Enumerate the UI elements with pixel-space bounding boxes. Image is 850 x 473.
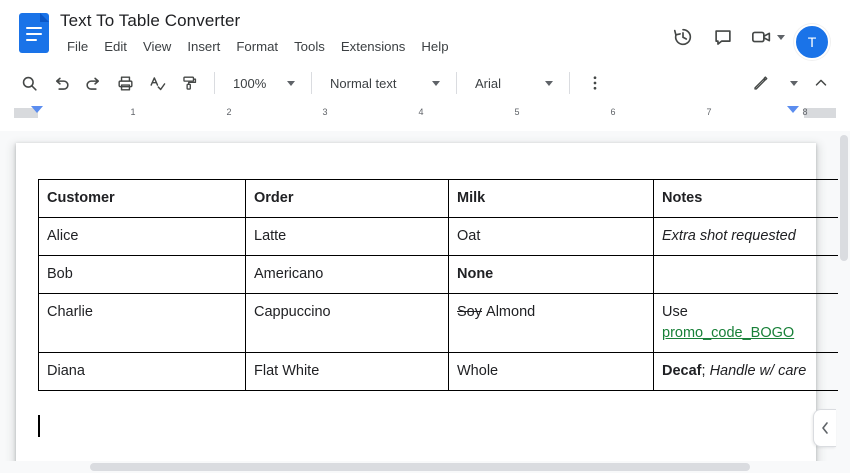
- title-and-menu: [60, 6, 664, 58]
- ruler-right-margin: [804, 108, 836, 118]
- milk-strikethrough-text: Soy: [457, 304, 482, 320]
- menu-tools[interactable]: Tools: [294, 39, 325, 54]
- font-select[interactable]: [467, 68, 559, 98]
- menu-view[interactable]: View: [142, 39, 172, 54]
- ruler-number-5: 5: [514, 107, 520, 117]
- vertical-scrollbar[interactable]: [838, 131, 850, 473]
- notes-separator: ;: [701, 363, 706, 379]
- page-content: [16, 143, 816, 391]
- ruler-number-8: 8: [802, 107, 808, 117]
- cell-customer[interactable]: Diana: [39, 353, 246, 391]
- promo-code-link[interactable]: promo_code_BOGO: [662, 325, 795, 341]
- paint-format-icon[interactable]: [174, 68, 204, 98]
- menu-bar: [60, 36, 664, 58]
- comment-icon[interactable]: [704, 18, 742, 56]
- toolbar-divider-1: [214, 72, 215, 94]
- vertical-scrollbar-thumb[interactable]: [840, 135, 848, 261]
- docs-app-icon[interactable]: [16, 10, 52, 56]
- ruler-number-1: 1: [130, 107, 136, 117]
- table-row[interactable]: [39, 294, 850, 353]
- text-cursor: [38, 415, 40, 437]
- more-options-icon[interactable]: [580, 68, 610, 98]
- print-icon[interactable]: [110, 68, 140, 98]
- cell-milk[interactable]: Oat: [449, 218, 654, 256]
- left-indent-marker[interactable]: [31, 106, 43, 113]
- milk-plain-text: Almond: [486, 304, 536, 320]
- collapse-toolbar-icon[interactable]: [806, 68, 836, 98]
- document-title[interactable]: Text To Table Converter: [60, 11, 241, 30]
- toolbar: [0, 62, 850, 104]
- paragraph-style-select[interactable]: [322, 68, 446, 98]
- font-value: Arial: [475, 75, 502, 91]
- ruler-number-3: 3: [322, 107, 328, 117]
- document-page[interactable]: [16, 143, 816, 473]
- cell-notes[interactable]: [654, 218, 850, 256]
- right-indent-marker[interactable]: [787, 106, 799, 113]
- table-row[interactable]: [39, 218, 850, 256]
- notes-italic-text: Extra shot requested: [662, 228, 796, 244]
- table-header-customer: Customer: [39, 180, 246, 218]
- pencil-icon: [752, 74, 770, 92]
- chevron-down-icon: [777, 35, 785, 40]
- horizontal-scrollbar[interactable]: [0, 461, 838, 473]
- cell-milk[interactable]: Whole: [449, 353, 654, 391]
- notes-bold-text: Decaf: [662, 363, 702, 379]
- menu-edit[interactable]: Edit: [104, 39, 127, 54]
- cell-customer[interactable]: Charlie: [39, 294, 246, 353]
- chevron-down-icon: [545, 81, 553, 86]
- menu-extensions[interactable]: Extensions: [340, 39, 406, 54]
- table-row[interactable]: [39, 256, 850, 294]
- ruler-number-2: 2: [226, 107, 232, 117]
- table-header-notes: Notes: [654, 180, 850, 218]
- cell-milk[interactable]: [449, 294, 654, 353]
- cell-notes[interactable]: [654, 294, 850, 353]
- side-panel-toggle[interactable]: [813, 409, 836, 447]
- chevron-down-icon: [287, 81, 295, 86]
- table-header-milk: Milk: [449, 180, 654, 218]
- table-row[interactable]: [39, 353, 850, 391]
- top-bar: [0, 0, 850, 62]
- cell-order[interactable]: Latte: [246, 218, 449, 256]
- chevron-down-icon: [790, 81, 798, 86]
- cell-order[interactable]: Americano: [246, 256, 449, 294]
- notes-italic-text: Handle w/ care: [709, 363, 807, 379]
- editing-mode-button[interactable]: [746, 68, 804, 98]
- spellcheck-icon[interactable]: [142, 68, 172, 98]
- ruler-number-6: 6: [610, 107, 616, 117]
- zoom-value: 100%: [233, 75, 267, 91]
- table-header-row: [39, 180, 850, 218]
- redo-icon[interactable]: [78, 68, 108, 98]
- ruler-number-4: 4: [418, 107, 424, 117]
- cell-customer[interactable]: Alice: [39, 218, 246, 256]
- menu-insert[interactable]: Insert: [187, 39, 221, 54]
- ruler-number-7: 7: [706, 107, 712, 117]
- converted-table[interactable]: [38, 179, 850, 391]
- menu-file[interactable]: File: [67, 39, 89, 54]
- paragraph-style-value: Normal text: [330, 75, 397, 91]
- top-actions: [664, 6, 834, 60]
- cell-order[interactable]: Cappuccino: [246, 294, 449, 353]
- notes-plain-text: Use: [662, 304, 688, 320]
- cell-notes[interactable]: [654, 353, 850, 391]
- horizontal-scrollbar-thumb[interactable]: [90, 463, 750, 471]
- chevron-down-icon: [432, 81, 440, 86]
- table-header-order: Order: [246, 180, 449, 218]
- menu-format[interactable]: Format: [236, 39, 279, 54]
- cell-customer[interactable]: Bob: [39, 256, 246, 294]
- cell-notes[interactable]: [654, 256, 850, 294]
- search-icon[interactable]: [14, 68, 44, 98]
- document-canvas: [0, 131, 850, 473]
- avatar[interactable]: T: [794, 24, 830, 60]
- toolbar-divider-4: [569, 72, 570, 94]
- version-history-icon[interactable]: [664, 18, 702, 56]
- toolbar-divider-3: [456, 72, 457, 94]
- cell-milk[interactable]: [449, 256, 654, 294]
- ruler[interactable]: [0, 104, 850, 122]
- zoom-select[interactable]: [225, 68, 301, 98]
- chevron-left-icon: [820, 421, 830, 435]
- milk-bold-text: None: [457, 266, 494, 282]
- menu-help[interactable]: Help: [421, 39, 449, 54]
- cell-order[interactable]: Flat White: [246, 353, 449, 391]
- toolbar-divider-2: [311, 72, 312, 94]
- undo-icon[interactable]: [46, 68, 76, 98]
- meet-icon[interactable]: [744, 18, 792, 56]
